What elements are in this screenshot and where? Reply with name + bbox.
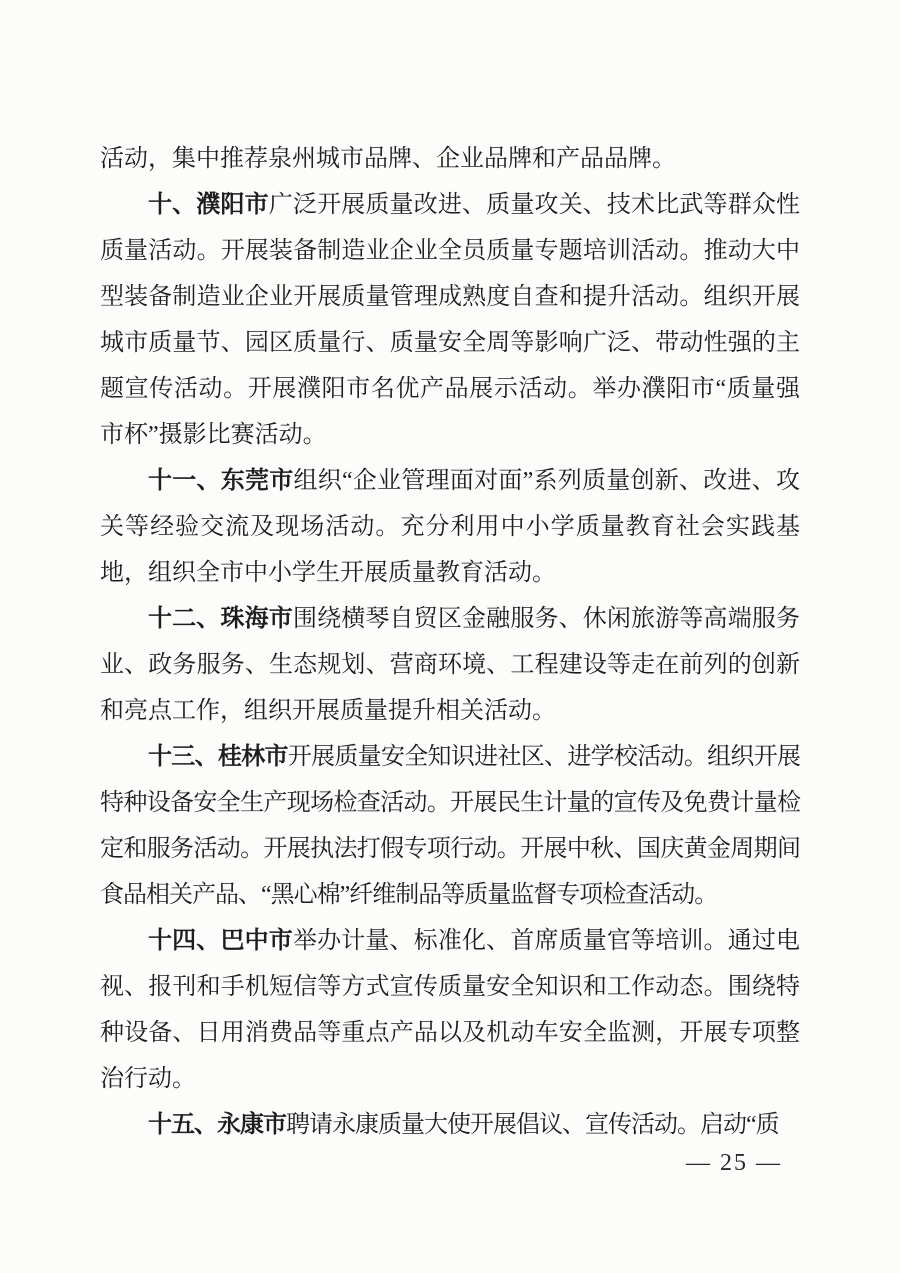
paragraph-text: 广泛开展质量改进、质量攻关、技术比武等群众性质量活动。开展装备制造业企业全员质量专题培训活动。推动大中型装备制造业企业开展质量管理成熟度自查和提升活动。组织开展城市质量节、园区质量行、质量安全周等影响广泛、带动性强的主题宣传活动。开展濮阳市名优产品展示活动。举办濮阳市“质量强市杯”摄影比赛活动。 (100, 192, 801, 448)
paragraph-puyang (100, 182, 800, 458)
paragraph-zhuhai (100, 596, 800, 734)
paragraph-yongkang (100, 1102, 800, 1148)
document-body (100, 136, 800, 1148)
paragraph-text: 活动，集中推荐泉州城市品牌、企业品牌和产品品牌。 (100, 146, 676, 172)
paragraph-text: 聘请永康质量大使开展倡议、宣传活动。启动“质 (286, 1112, 779, 1138)
paragraph-lead: 十、濮阳市 (148, 191, 269, 218)
paragraph-continuation (100, 136, 800, 182)
paragraph-dongguan (100, 458, 800, 596)
paragraph-guilin (100, 734, 800, 918)
paragraph-lead: 十二、珠海市 (148, 605, 293, 632)
paragraph-text: 举办计量、标准化、首席质量官等培训。通过电视、报刊和手机短信等方式宣传质量安全知识和工作动态。围绕特种设备、日用消费品等重点产品以及机动车安全监测，开展专项整治行动。 (100, 928, 801, 1092)
paragraph-lead: 十五、永康市 (148, 1111, 286, 1138)
page-number: — 25 — (686, 1150, 782, 1176)
paragraph-text: 围绕横琴自贸区金融服务、休闲旅游等高端服务业、政务服务、生态规划、营商环境、工程建设等走在前列的创新和亮点工作，组织开展质量提升相关活动。 (100, 606, 801, 724)
paragraph-lead: 十四、巴中市 (148, 927, 293, 954)
paragraph-lead: 十一、东莞市 (148, 467, 294, 494)
paragraph-text: 开展质量安全知识进社区、进学校活动。组织开展特种设备安全生产现场检查活动。开展民生计量的宣传及免费计量检定和服务活动。开展执法打假专项行动。开展中秋、国庆黄金周期间食品相关产品、“黑心棉”纤维制品等质量监督专项检查活动。 (100, 744, 801, 908)
paragraph-bazhong (100, 918, 800, 1102)
paragraph-text: 组织“企业管理面对面”系列质量创新、改进、攻关等经验交流及现场活动。充分利用中小学质量教育社会实践基地，组织全市中小学生开展质量教育活动。 (100, 468, 801, 586)
paragraph-lead: 十三、桂林市 (148, 743, 288, 770)
